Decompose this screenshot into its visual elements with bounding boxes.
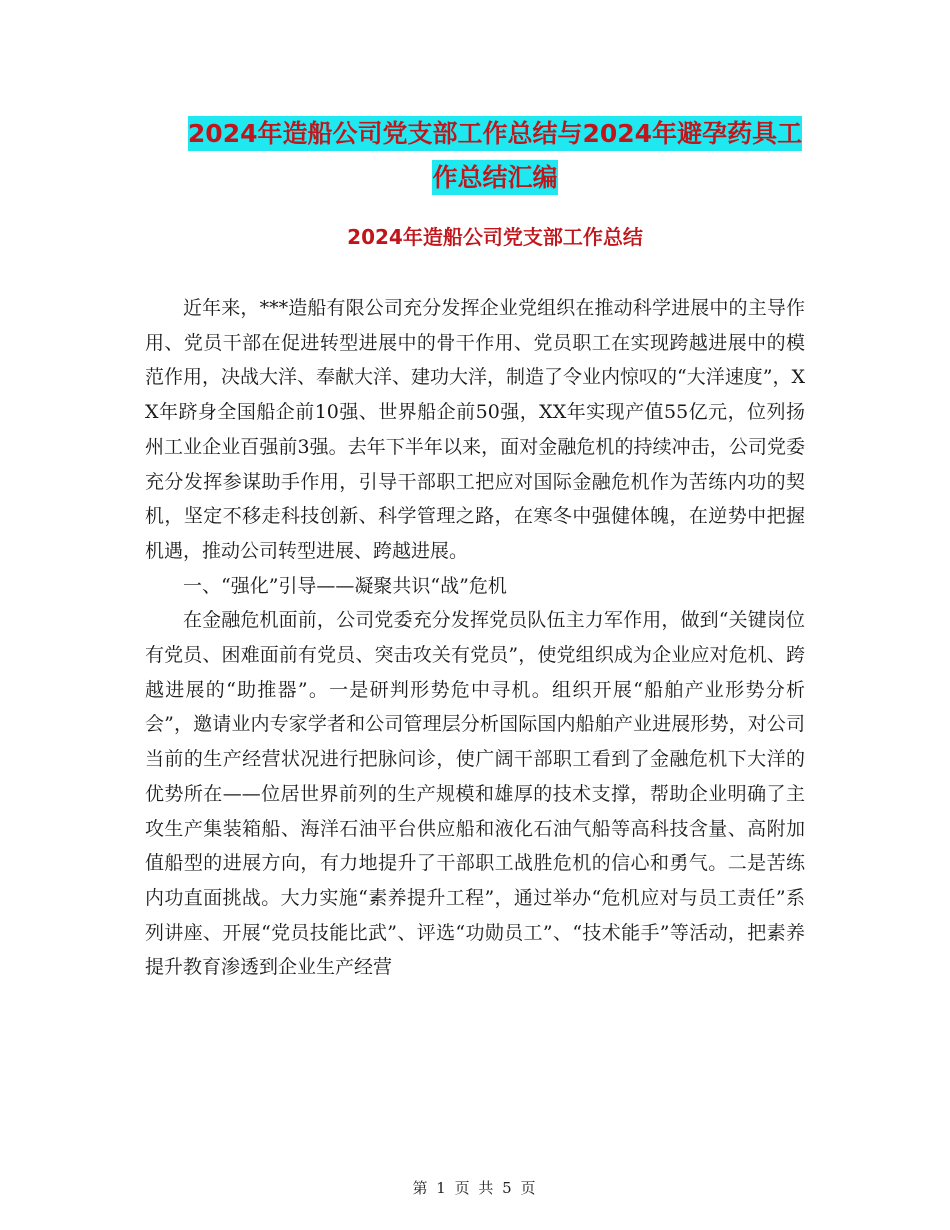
paragraph-heading-1: 一、“强化”引导——凝聚共识“战”危机 bbox=[183, 574, 507, 597]
section-title: 2024年造船公司党支部工作总结 bbox=[347, 225, 643, 249]
paragraph-body-1: 在金融危机面前，公司党委充分发挥党员队伍主力军作用，做到“关键岗位有党员、困难面前有党员、突击攻关有党员”，使党组织成为企业应对危机、跨越进展的“助推器”。一是研判形势危中寻机。组织开展“船舶产业形势分析会”，邀请业内专家学者和公司管理层分析国际国内船舶产业进展形势，对公司当前的生产经营状况进行把脉问诊，使广阔干部职工看到了金融危机下大洋的优势所在——位居世界前列的生产规模和雄厚的技术支撑，帮助企业明确了主攻生产集装箱船、海洋石油平台供应船和液化石油气船等高科技含量、高附加值船型的进展方向，有力地提升了干部职工战胜危机的信心和勇气。二是苦练内功直面挑战。大力实施“素养提升工程”，通过举办“危机应对与员工责任”系列讲座、开展“党员技能比武”、评选“功勋员工”、“技术能手”等活动，把素养提升教育渗透到企业生产经营 bbox=[145, 609, 805, 979]
document-body bbox=[145, 291, 805, 985]
paragraph-intro: 近年来，***造船有限公司充分发挥企业党组织在推动科学进展中的主导作用、党员干部在促进转型进展中的骨干作用、党员职工在实现跨越进展中的模范作用，决战大洋、奉献大洋、建功大洋，制造了令业内惊叹的“大洋速度”，XX年跻身全国船企前10强、世界船企前50强，XX年实现产值55亿元，位列扬州工业企业百强前3强。去年下半年以来，面对金融危机的持续冲击，公司党委充分发挥参谋助手作用，引导干部职工把应对国际金融危机作为苦练内功的契机，坚定不移走科技创新、科学管理之路，在寒冬中强健体魄，在逆势中把握机遇，推动公司转型进展、跨越进展。 bbox=[145, 297, 805, 562]
title-line-1: 2024年造船公司党支部工作总结与2024年避孕药具工 bbox=[188, 116, 802, 151]
title-line-2: 作总结汇编 bbox=[432, 160, 557, 195]
document-title bbox=[140, 112, 850, 200]
page-number-footer: 第 1 页 共 5 页 bbox=[412, 1179, 538, 1197]
